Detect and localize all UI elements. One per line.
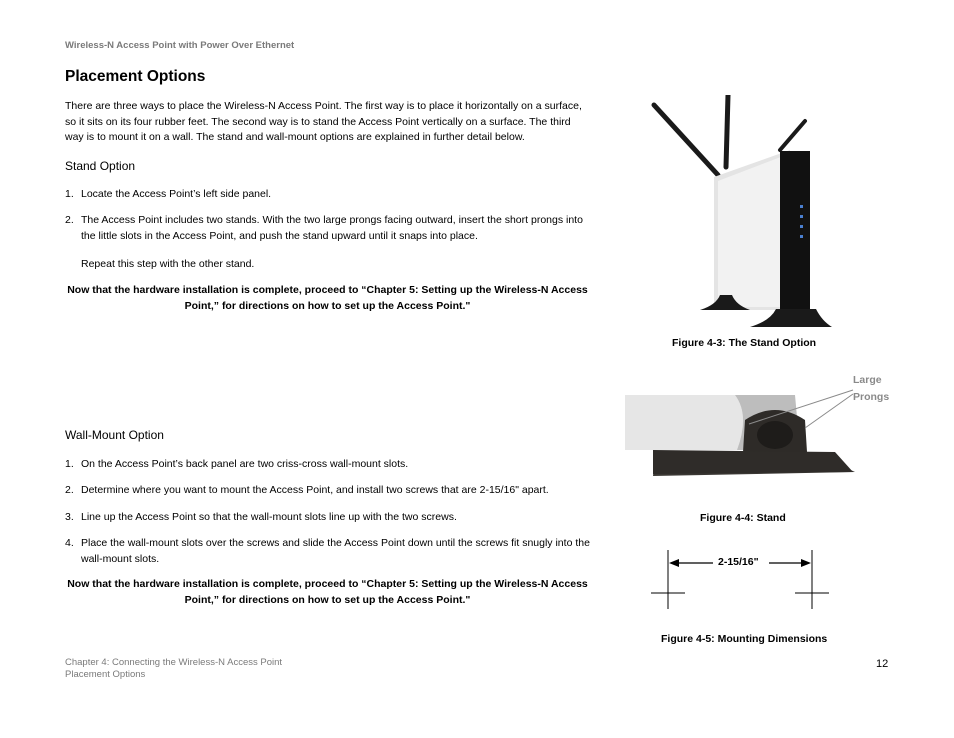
wall-next-step-note: Now that the hardware installation is complete, proceed to “Chapter 5: Setting up the Wireless-N Access Point,” for directions on how to set up the Access Point." [67, 578, 588, 606]
step-number: 3. [65, 511, 74, 523]
access-point-stand-image [640, 95, 850, 335]
step-number: 4. [65, 537, 74, 549]
stand-closeup-image [625, 380, 860, 480]
large-prongs-callout [853, 372, 889, 406]
stand-option-heading: Stand Option [65, 159, 136, 173]
step-text: The Access Point includes two stands. With the two large prongs facing outward, insert the short prongs into the little slots in the Access Point, and push the stand upward until it snaps into place. [81, 214, 583, 242]
step-number: 2. [65, 214, 74, 226]
callout-line: Large [853, 374, 882, 386]
callout-line: Prongs [853, 391, 890, 403]
step-text: Place the wall-mount slots over the screws and slide the Access Point down until the screws fit snugly into the wall-mount slots. [81, 537, 590, 565]
page-title: Placement Options [65, 68, 206, 85]
figure-4-5-caption: Figure 4-5: Mounting Dimensions [661, 633, 828, 645]
footer-section: Placement Options [65, 669, 146, 680]
footer-chapter: Chapter 4: Connecting the Wireless-N Access Point [65, 657, 283, 668]
step-text: Locate the Access Point’s left side panel. [81, 188, 272, 200]
step-number: 1. [65, 458, 74, 470]
page-number: 12 [876, 658, 889, 670]
figure-4-3-caption: Figure 4-3: The Stand Option [672, 337, 817, 349]
step-number: 2. [65, 484, 74, 496]
running-header: Wireless-N Access Point with Power Over Ethernet [65, 40, 295, 51]
dimension-label: 2-15/16" [718, 556, 759, 568]
step-text: Determine where you want to mount the Access Point, and install two screws that are 2-15/16" apart. [81, 484, 549, 496]
wall-mount-heading: Wall-Mount Option [65, 428, 164, 442]
stand-next-step-note: Now that the hardware installation is complete, proceed to “Chapter 5: Setting up the Wireless-N Access Point,” for directions on how to set up the Access Point." [67, 284, 588, 312]
step-text: Line up the Access Point so that the wall-mount slots line up with the two screws. [81, 511, 457, 523]
step-text: On the Access Point’s back panel are two criss-cross wall-mount slots. [81, 458, 409, 470]
repeat-instruction: Repeat this step with the other stand. [81, 258, 255, 270]
intro-paragraph: There are three ways to place the Wireless-N Access Point. The first way is to place it horizontally on a surface, so it sits on its four rubber feet. The second way is to stand the Access Point vertically on a surface. The third way is to mount it on a wall. The stand and wall-mount options are explained in further detail below. [65, 100, 582, 143]
figure-4-4-caption: Figure 4-4: Stand [700, 512, 786, 524]
step-number: 1. [65, 188, 74, 200]
